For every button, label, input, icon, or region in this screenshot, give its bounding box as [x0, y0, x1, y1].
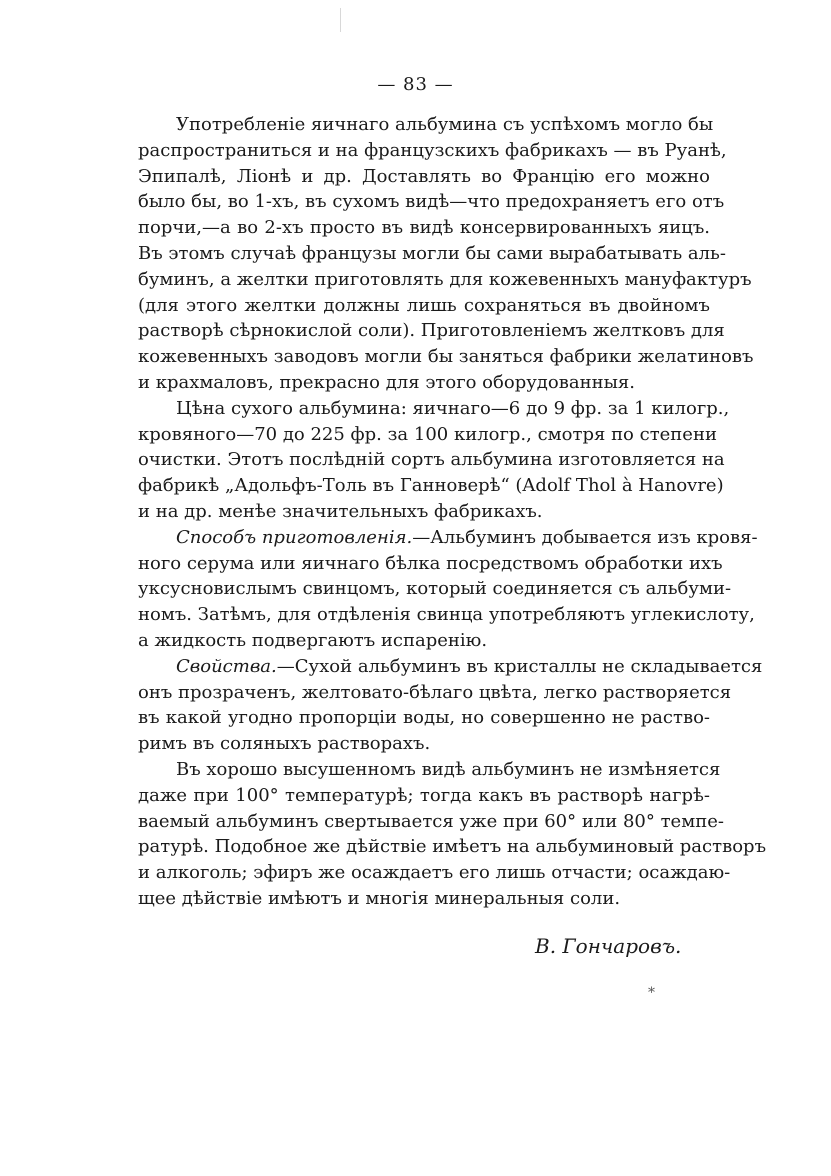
line-text: очистки. Этотъ послѣдній сортъ альбумина изготовляется на — [138, 449, 725, 471]
text-line — [138, 654, 763, 680]
line-text: римъ въ соляныхъ растворахъ. — [138, 733, 431, 755]
text-line — [138, 473, 724, 499]
text-line — [138, 293, 710, 319]
line-text: ратурѣ. Подобное же дѣйствіе имѣетъ на альбуминовый растворъ — [138, 836, 767, 858]
text-line — [138, 680, 732, 706]
text-line — [138, 576, 732, 602]
line-text: фабрикѣ „Адольфъ-Толь въ Ганноверѣ“ (Adolf Thol à Hanovre) — [138, 475, 724, 497]
line-text: номъ. Затѣмъ, для отдѣленія свинца употребляютъ углекислоту, — [138, 604, 755, 626]
text-line — [138, 241, 726, 267]
text-line — [138, 499, 710, 525]
line-text: Цѣна сухого альбумина: яичнаго—6 до 9 фр. за 1 килогр., — [176, 397, 730, 419]
text-line — [138, 628, 710, 654]
text-line — [138, 189, 725, 215]
line-text: ного серума или яичнаго бѣлка посредствомъ обработки ихъ — [138, 552, 723, 574]
line-text: кровяного—70 до 225 фр. за 100 килогр., смотря по степени — [138, 423, 717, 445]
line-text: Употребленіе яичнаго альбумина съ успѣхомъ могло бы — [176, 114, 714, 135]
text-line — [138, 447, 725, 473]
line-text: и алкоголь; эфиръ же осаждаетъ его лишь отчасти; осаждаю- — [138, 862, 731, 884]
line-text: щее дѣйствіе имѣютъ и многія минеральныя соли. — [138, 887, 621, 909]
line-text: а жидкость подвергаютъ испаренію. — [138, 629, 488, 651]
line-text: —Сухой альбуминъ въ кристаллы не складывается — [276, 655, 763, 677]
line-text: Въ хорошо высушенномъ видѣ альбуминъ не измѣняется — [176, 758, 721, 780]
text-line — [138, 551, 723, 577]
text-line — [138, 809, 724, 835]
line-text: въ какой угодно пропорціи воды, но совершенно не раство- — [138, 707, 710, 729]
text-line — [138, 215, 710, 241]
text-line — [138, 705, 710, 731]
italic-heading: Способъ приготовленія. — [176, 526, 413, 548]
page-number: — 83 — — [377, 74, 454, 95]
line-text: буминъ, а желтки приготовлять для кожевенныхъ мануфактуръ — [138, 268, 752, 290]
text-line — [138, 860, 731, 886]
line-text: даже при 100° температурѣ; тогда какъ въ растворѣ нагрѣ- — [138, 784, 710, 806]
text-line — [138, 422, 717, 448]
text-line — [138, 344, 754, 370]
line-text: —Альбуминъ добывается изъ кровя- — [412, 526, 758, 548]
line-text: и на др. менѣе значительныхъ фабрикахъ. — [138, 500, 543, 522]
text-line — [138, 138, 727, 164]
text-line — [138, 318, 725, 344]
line-text: порчи,—а во 2-хъ просто въ видѣ консервированныхъ яицъ. — [138, 217, 710, 239]
text-line — [138, 886, 710, 912]
text-line — [138, 525, 758, 551]
line-text: распространиться и на французскихъ фабрикахъ — въ Руанѣ, — [138, 139, 727, 161]
text-line — [138, 112, 714, 138]
text-line — [138, 731, 710, 757]
text-line — [138, 267, 752, 293]
text-line — [138, 370, 710, 396]
italic-heading: Свойства. — [176, 655, 277, 677]
line-text: и крахмаловъ, прекрасно для этого оборудованныя. — [138, 371, 635, 393]
line-text: (для этого желтки должны лишь сохраняться въ двойномъ — [138, 294, 710, 316]
footer-mark: * — [648, 985, 655, 1001]
author-signature: В. Гончаровъ. — [535, 934, 682, 958]
text-line — [138, 834, 767, 860]
scan-speck — [340, 8, 341, 32]
line-text: уксусновислымъ свинцомъ, который соединяется съ альбуми- — [138, 578, 732, 600]
line-text: Эпипалѣ, Ліонѣ и др. Доставлять во Францію его можно — [138, 165, 710, 187]
line-text: было бы, во 1-хъ, въ сухомъ видѣ—что предохраняетъ его отъ — [138, 191, 725, 213]
text-line — [138, 783, 710, 809]
text-line — [138, 602, 755, 628]
line-text: кожевенныхъ заводовъ могли бы заняться фабрики желатиновъ — [138, 346, 754, 368]
line-text: онъ прозраченъ, желтовато-бѣлаго цвѣта, легко растворяется — [138, 681, 732, 703]
line-text: Въ этомъ случаѣ французы могли бы сами вырабатывать аль- — [138, 242, 726, 264]
text-line — [138, 757, 721, 783]
line-text: ваемый альбуминъ свертывается уже при 60° или 80° темпе- — [138, 810, 724, 832]
body-text — [138, 112, 767, 912]
text-line — [138, 396, 730, 422]
line-text: растворѣ сѣрнокислой соли). Приготовленіемъ желтковъ для — [138, 320, 725, 342]
text-line — [138, 164, 710, 190]
